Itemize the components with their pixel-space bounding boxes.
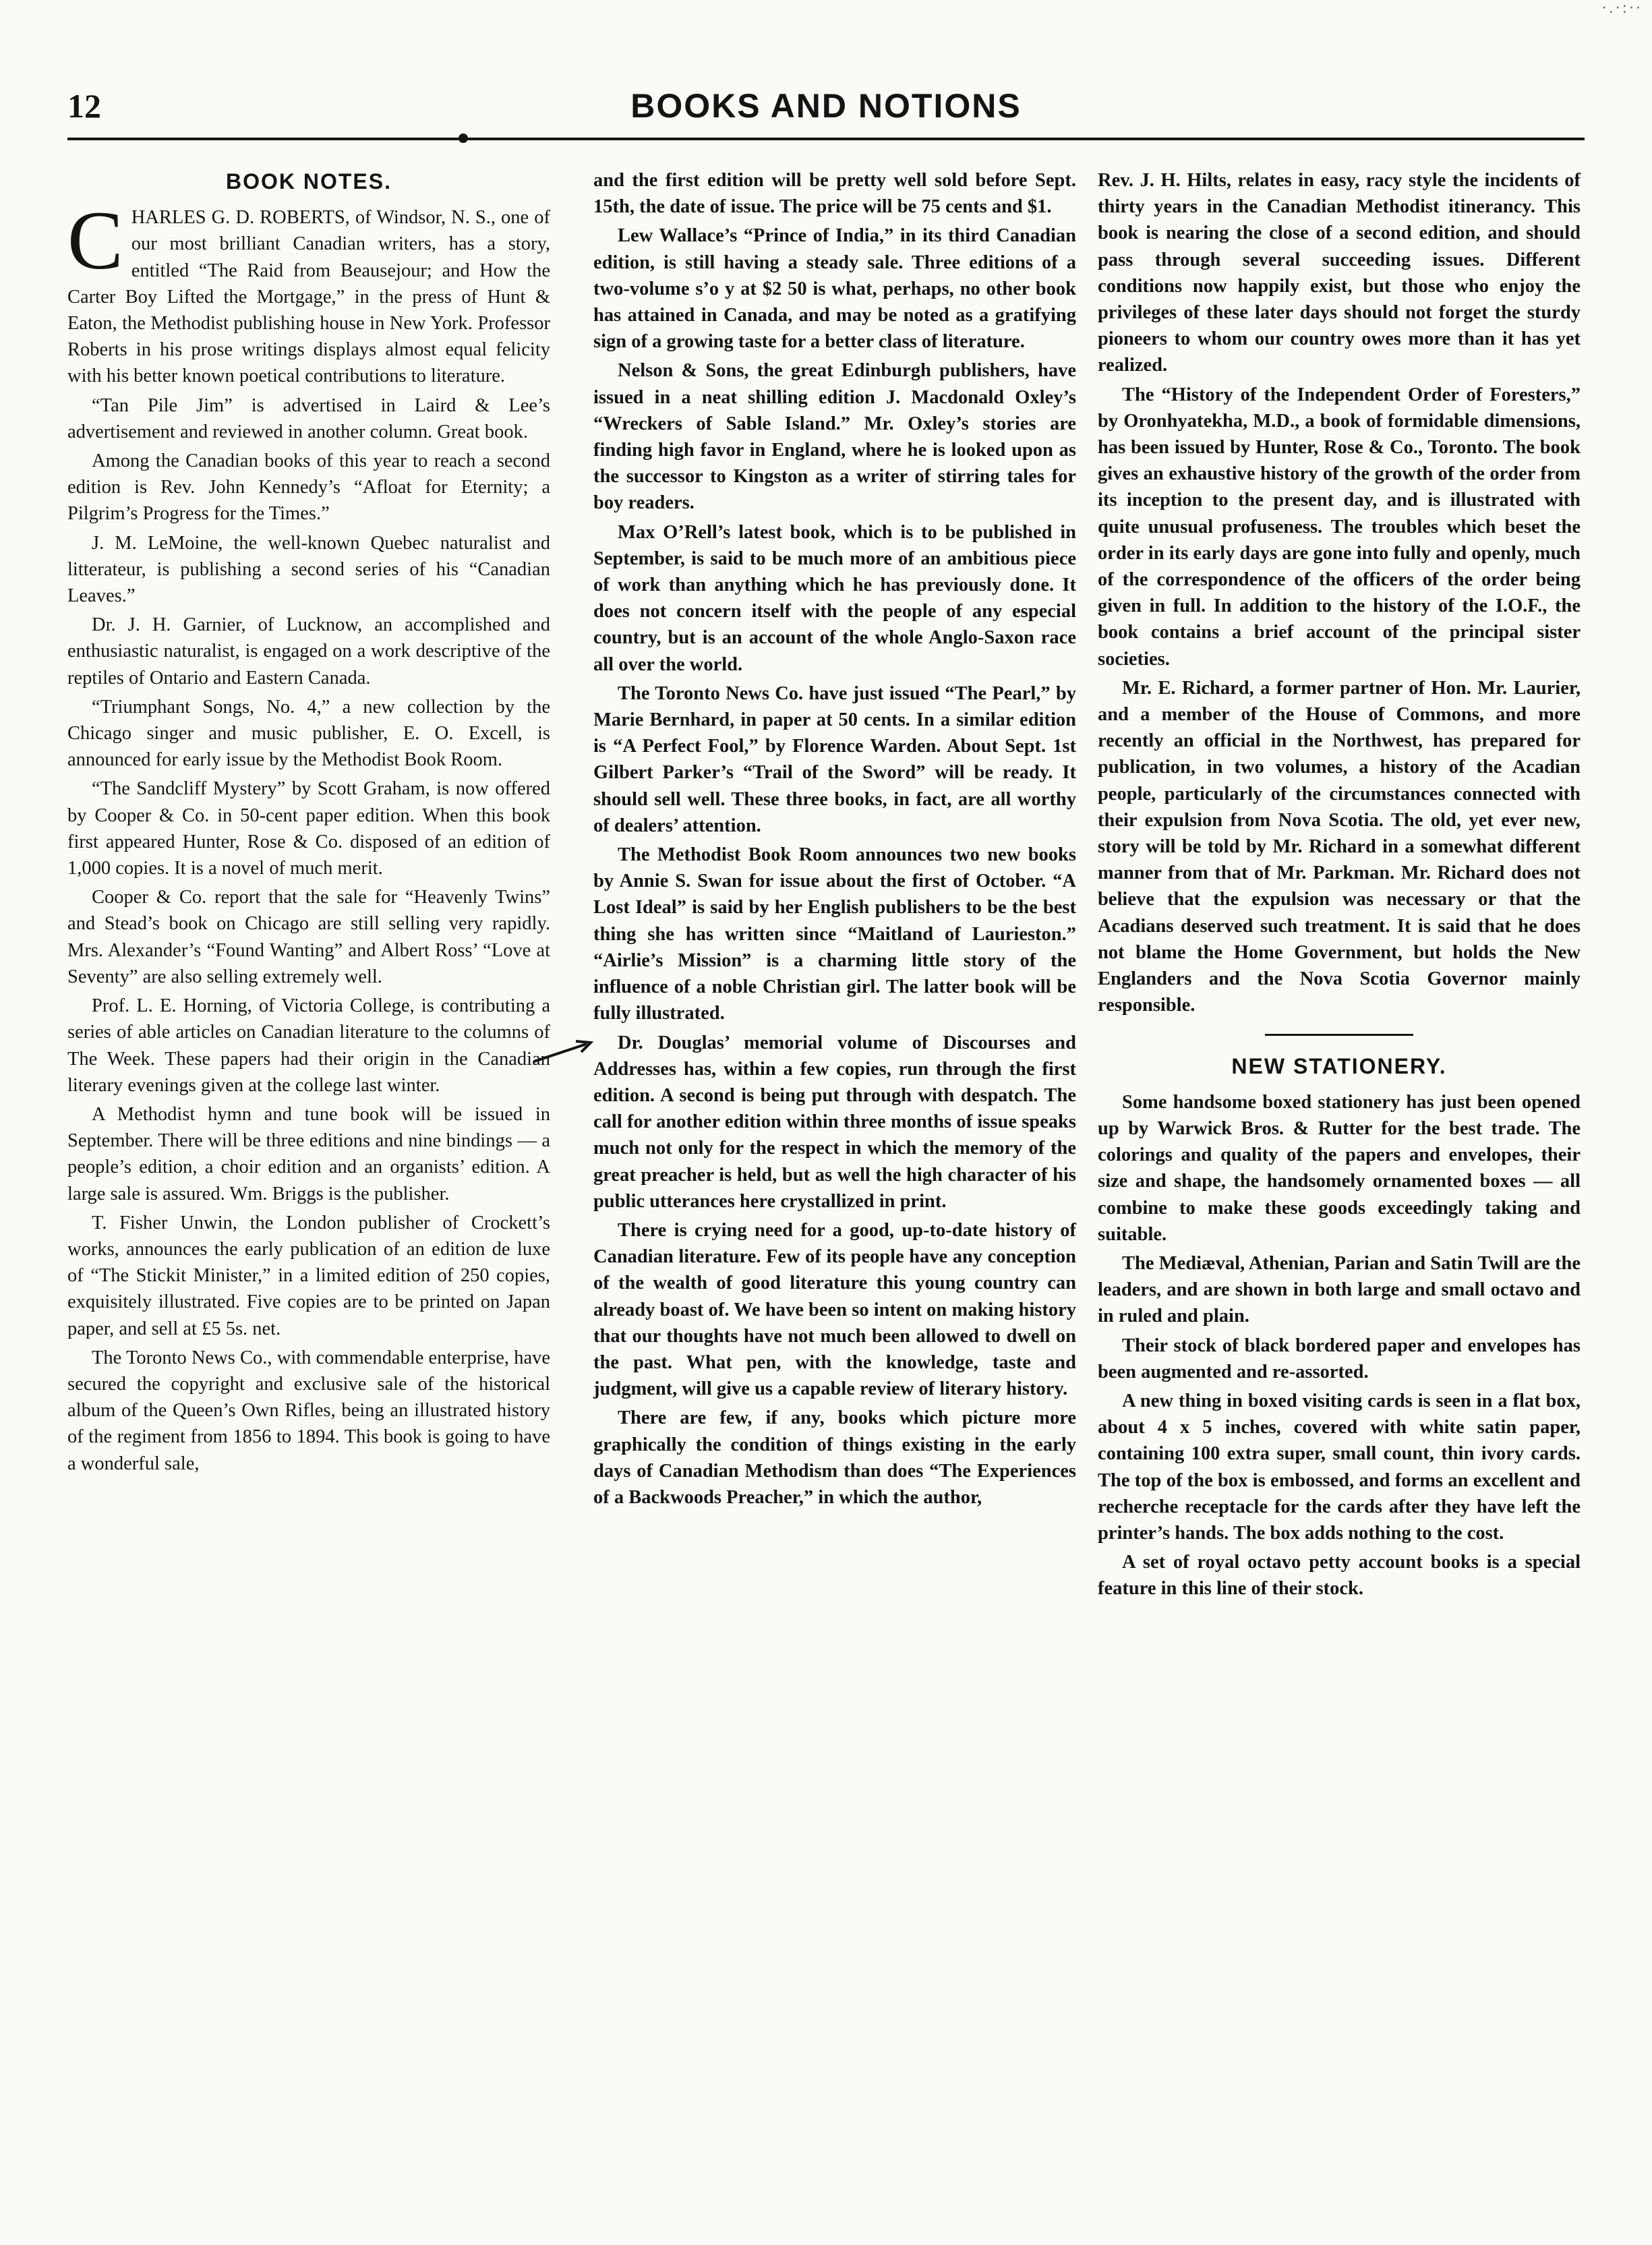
book-notes-paragraph: T. Fisher Unwin, the London publisher of Crockett’s works, announces the early publication of an edition de luxe of “The Stickit Minister,” in a limited edition of 250 copies, exquisitely illustrated. Five copies are to be printed on Japan paper, and sell at £5 5s. net. xyxy=(67,1212,550,1339)
margin-specks: ·.·:·· xyxy=(1601,0,1643,17)
column-three-paragraph: Rev. J. H. Hilts, relates in easy, racy style the incidents of thirty years in the Canadian Methodist itinerancy. This book is nearing the close of a second edition, and should pass through several succeeding issues. Different conditions now happily exist, but those who enjoy the privileges of these later days should not forget the sturdy pioneers to whom our country owes more than it has yet realized. xyxy=(1098,170,1581,376)
book-notes-paragraph: “The Sandcliff Mystery” by Scott Graham, is now offered by Cooper & Co. in 50-cent paper edition. When this book first appeared Hunter, Rose & Co. disposed of an edition of 1,000 copies. It is a novel of much merit. xyxy=(67,778,550,879)
book-notes-paragraph: Dr. J. H. Garnier, of Lucknow, an accomplished and enthusiastic naturalist, is engaged on a work descriptive of the reptiles of Ontario and Eastern Canada. xyxy=(67,614,550,689)
running-head: BOOKS AND NOTIONS xyxy=(630,87,1022,125)
stationery-paragraph: Their stock of black bordered paper and envelopes has been augmented and re-assorted. xyxy=(1098,1335,1581,1382)
stationery-paragraph: A set of royal octavo petty account books is a special feature in this line of their stock. xyxy=(1098,1552,1581,1600)
header-rule xyxy=(67,138,1585,140)
column-three-paragraph: The “History of the Independent Order of Foresters,” by Oronhyatekha, M.D., a book of formidable dimensions, has been issued by Hunter, Rose & Co., Toronto. The book gives an exhaustive history of the growth of the order from its inception to the present day, and is illustrated with quite unusual profuseness. The troubles which beset the order in its early days are gone into fully and openly, much of the correspondence of the officers of the order being given in full. In addition to the history of the I.O.F., the book contains a brief account of the principal sister societies. xyxy=(1098,384,1581,670)
stationery-paragraph: A new thing in boxed visiting cards is seen in a flat box, about 4 x 5 inches, covered with white satin paper, containing 100 extra super, small count, thin ivory cards. The top of the box is embossed, and forms an excellent and recherche receptacle for the cards after they have left the printer’s hands. The box adds nothing to the cost. xyxy=(1098,1390,1581,1544)
paragraph-text: HARLES G. D. ROBERTS, of Windsor, N. S., one of our most brilliant Canadian writers, has a story, entitled “The Raid from Beausejour; and How the Carter Boy Lifted the Mortgage,” in the press of Hunt & Eaton, the Methodist publishing house in New York. Professor Roberts in his prose writings displays almost equal felicity with his better known poetical contributions to literature. xyxy=(67,207,550,387)
book-notes-paragraph: The Toronto News Co., with commendable enterprise, have secured the copyright and exclusive sale of the historical album of the Queen’s Own Rifles, being an illustrated history of the regiment from 1856 to 1894. This book is going to have a wonderful sale, xyxy=(67,1347,550,1474)
column-two-paragraph: Max O’Rell’s latest book, which is to be published in September, is said to be much more of an ambitious piece of work than anything which he has previously done. It does not concern itself with the people of any especial country, but is an account of the whole Anglo-Saxon race all over the world. xyxy=(593,521,1076,675)
header-rule-ornament xyxy=(459,134,468,143)
book-notes-heading: BOOK NOTES. xyxy=(225,169,392,194)
section-divider xyxy=(1265,1034,1413,1036)
column-two-paragraph: The Toronto News Co. have just issued “The Pearl,” by Marie Bernhard, in paper at 50 cents. In a similar edition is “A Perfect Fool,” by Florence Warden. About Sept. 1st Gilbert Parker’s “Trail of the Sword” will be ready. It should sell well. These three books, in fact, are all worthy of dealers’ attention. xyxy=(593,682,1076,836)
pen-mark-arrow xyxy=(533,1039,593,1066)
stationery-paragraph: Some handsome boxed stationery has just been opened up by Warwick Bros. & Rutter for the best trade. The colorings and quality of the papers and envelopes, their size and shape, the handsomely ornamented boxes — all combine to make these goods exceedingly taking and suitable. xyxy=(1098,1091,1581,1245)
book-notes-paragraph: Among the Canadian books of this year to reach a second edition is Rev. John Kennedy’s “Afloat for Eternity; a Pilgrim’s Progress for the Times.” xyxy=(67,450,550,525)
book-notes-paragraph: Cooper & Co. report that the sale for “Heavenly Twins” and Stead’s book on Chicago are still selling very rapidly. Mrs. Alexander’s “Found Wanting” and Albert Ross’ “Love at Seventy” are also selling extremely well. xyxy=(67,887,550,987)
column-one xyxy=(67,167,550,1480)
column-two-paragraph: There is crying need for a good, up-to-date history of Canadian literature. Few of its people have any conception of the wealth of good literature this young country can already boast of. We have been so intent on making history that our thoughts have not much been allowed to dwell on the past. What pen, with the knowledge, taste and judgment, will give us a capable review of literary history. xyxy=(593,1219,1076,1400)
column-two-paragraph: Lew Wallace’s “Prince of India,” in its third Canadian edition, is still having a steady sale. Three editions of a two-volume s’o y at $2 50 is what, perhaps, no other book has attained in Canada, and may be noted as a gratifying sign of a growing taste for a better class of literature. xyxy=(593,225,1076,353)
book-notes-paragraph: “Triumphant Songs, No. 4,” a new collection by the Chicago singer and music publisher, E. O. Excell, is announced for early issue by the Methodist Book Room. xyxy=(67,696,550,771)
book-notes-paragraph xyxy=(67,194,550,389)
book-notes-paragraph: “Tan Pile Jim” is advertised in Laird & Lee’s advertisement and reviewed in another column. Great book. xyxy=(67,395,550,442)
book-notes-paragraph: Prof. L. E. Horning, of Victoria College, is contributing a series of able articles on Canadian literature to the columns of The Week. These papers had their origin in the Canadian literary evenings given at the college last winter. xyxy=(67,995,550,1096)
column-two-paragraph: There are few, if any, books which picture more graphically the condition of things existing in the early days of Canadian Methodism than does “The Experiences of a Backwoods Preacher,” in which the author, xyxy=(593,1407,1076,1508)
column-two-paragraph: and the first edition will be pretty well sold before Sept. 15th, the date of issue. The price will be 75 cents and $1. xyxy=(593,170,1076,218)
book-notes-paragraph: J. M. LeMoine, the well-known Quebec naturalist and litterateur, is publishing a second series of his “Canadian Leaves.” xyxy=(67,532,550,607)
column-three-paragraph: Mr. E. Richard, a former partner of Hon. Mr. Laurier, and a member of the House of Commons, and more recently an official in the Northwest, has prepared for publication, in two volumes, a history of the Acadian people, particularly of the circumstances connected with their expulsion from Nova Scotia. The old, yet ever new, story will be told by Mr. Richard in a somewhat different manner from that of Mr. Parkman. Mr. Richard does not believe that the expulsion was necessary or that the Acadians deserved such treatment. It is said that he does not blame the Home Government, but holds the New Englanders and the Nova Scotia Governor mainly responsible. xyxy=(1098,677,1581,1016)
stationery-paragraph: The Mediæval, Athenian, Parian and Satin Twill are the leaders, and are shown in both large and small octavo and in ruled and plain. xyxy=(1098,1252,1581,1327)
column-two-paragraph: Nelson & Sons, the great Edinburgh publishers, have issued in a neat shilling edition J. Macdonald Oxley’s “Wreckers of Sable Island.” Mr. Oxley’s stories are finding high favor in England, where he is looked upon as the successor to Kingston as a writer of stirring tales for boy readers. xyxy=(593,360,1076,514)
new-stationery-heading: NEW STATIONERY. xyxy=(1231,1053,1447,1078)
column-two-paragraph: The Methodist Book Room announces two new books by Annie S. Swan for issue about the first of October. “A Lost Ideal” is said by her English publishers to be the best thing she has written since “Maitland of Laurieston.” “Airlie’s Mission” is a charming little story of the influence of a noble Christian girl. The latter book will be fully illustrated. xyxy=(593,844,1076,1024)
drop-cap: C xyxy=(67,194,123,287)
column-two xyxy=(593,167,1076,1513)
column-two-paragraph: Dr. Douglas’ memorial volume of Discourses and Addresses has, within a few copies, run through the first edition. A second is being put through with despatch. The call for another edition within three months of issue speaks much not only for the respect in which the memory of the great preacher is held, but as well the high character of his public utterances here crystallized in print. xyxy=(593,1032,1076,1212)
book-notes-paragraph: A Methodist hymn and tune book will be issued in September. There will be three editions and nine bindings — a people’s edition, a choir edition and an organists’ edition. A large sale is assured. Wm. Briggs is the publisher. xyxy=(67,1103,550,1204)
page-number: 12 xyxy=(67,87,101,125)
column-three xyxy=(1098,167,1581,1605)
